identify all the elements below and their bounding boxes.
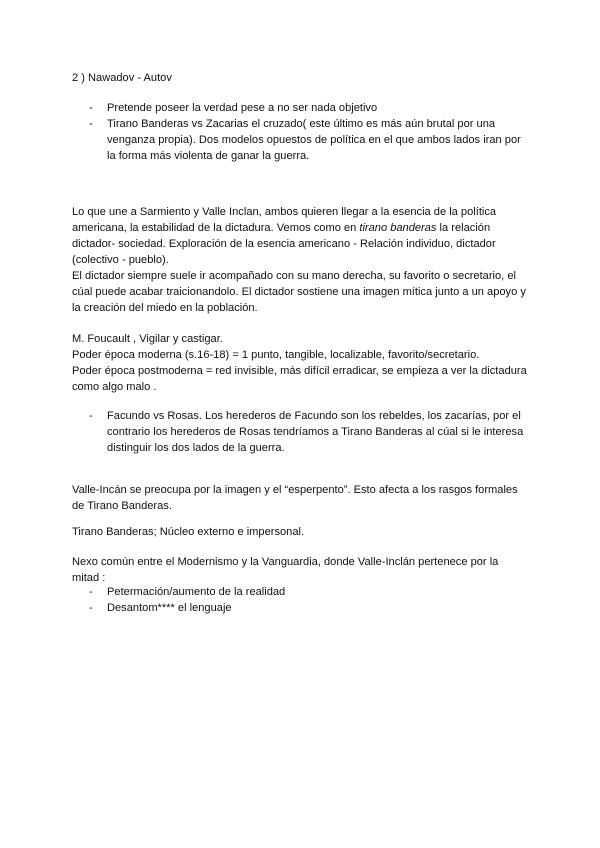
emphasis-title: tirano banderas (359, 222, 437, 234)
paragraph-sarmiento-valle-inclan: Lo que une a Sarmiento y Valle Inclan, ambos quieren llegar a la esencia de la política americana, la estabilidad de la dictadura. Vemos como en tirano banderas la relación dictador- sociedad. Exploración de la esencia americano - Relación individuo, dictador (colectivo - pueblo). El dictador siempre suele ir acompañado con su mano derecha, su favorito o secretario, el cúal puede acabar traicionandolo. El dictador sostiene una imagen mítica junto a un apoyo y la creación del miedo en la población. (72, 206, 526, 314)
paragraph-esperpento: Valle-Incán se preocupa por la imagen y el “esperpento”. Esto afecta a los rasgos formales de Tirano Banderas. (72, 484, 518, 512)
paragraph-nexo-comun: Nexo común entre el Modernismo y la Vanguardia, donde Valle-Inclán pertenece por la mitad : (72, 556, 499, 584)
paragraph-nucleo: Tirano Banderas; Núcleo externo e impersonal. (72, 526, 305, 538)
document-page: 2 ) Nawadov - Autov - Pretende poseer la verdad pese a no ser nada objetivo - Tirano Banderas vs Zacarias el cruzado( este último es más aún brutal por una venganza propia). Dos modelos opuestos de política en el que ambos lados iran por la forma más violenta de ganar la guerra. Lo que une a Sarmiento y Valle Inclan, ambos quieren llegar a la esencia de la política americana, la estabilidad de la dictadura. Vemos como en tirano banderas la relación dictador- sociedad. Exploración de la esencia americano - Relación individuo, dictador (colectivo - pueblo). El dictador siempre suele ir acompañado con su mano derecha, su favorito o secretario, el cúal puede acabar traicionandolo. El dictador sostiene una imagen mítica junto a un apoyo y la creación del miedo en la población. M. Foucault , Vigilar y castigar. Poder época moderna (s.16-18) = 1 punto, tangible, localizable, favorito/secretario. Poder época postmoderna = red invisible, más difícil erradicar, se empieza a ver la dictadura como algo malo . - Facundo vs Rosas. Los herederos de Facundo son los rebeldes, los zacarías, por el contrario los herederos de Rosas tendríamos a Tirano Banderas al cúal si le interesa distinguir los dos lados de la guerra. Valle-Incán se preocupa por la imagen y el “esperpento”. Esto afecta a los rasgos formales de Tirano Banderas. Tirano Banderas; Núcleo externo e impersonal. Nexo común entre el Modernismo y la Vanguardia, donde Valle-Inclán pertenece por la mitad : - Petermación/aumento de la realidad - Desantom**** el lenguaje (0, 0, 600, 848)
section-heading: 2 ) Nawadov - Autov (72, 72, 172, 84)
paragraph-foucault: M. Foucault , Vigilar y castigar. Poder época moderna (s.16-18) = 1 punto, tangible, localizable, favorito/secretario. Poder época postmoderna = red invisible, más difícil erradicar, se empieza a ver la dictadura como algo malo . (72, 333, 527, 393)
